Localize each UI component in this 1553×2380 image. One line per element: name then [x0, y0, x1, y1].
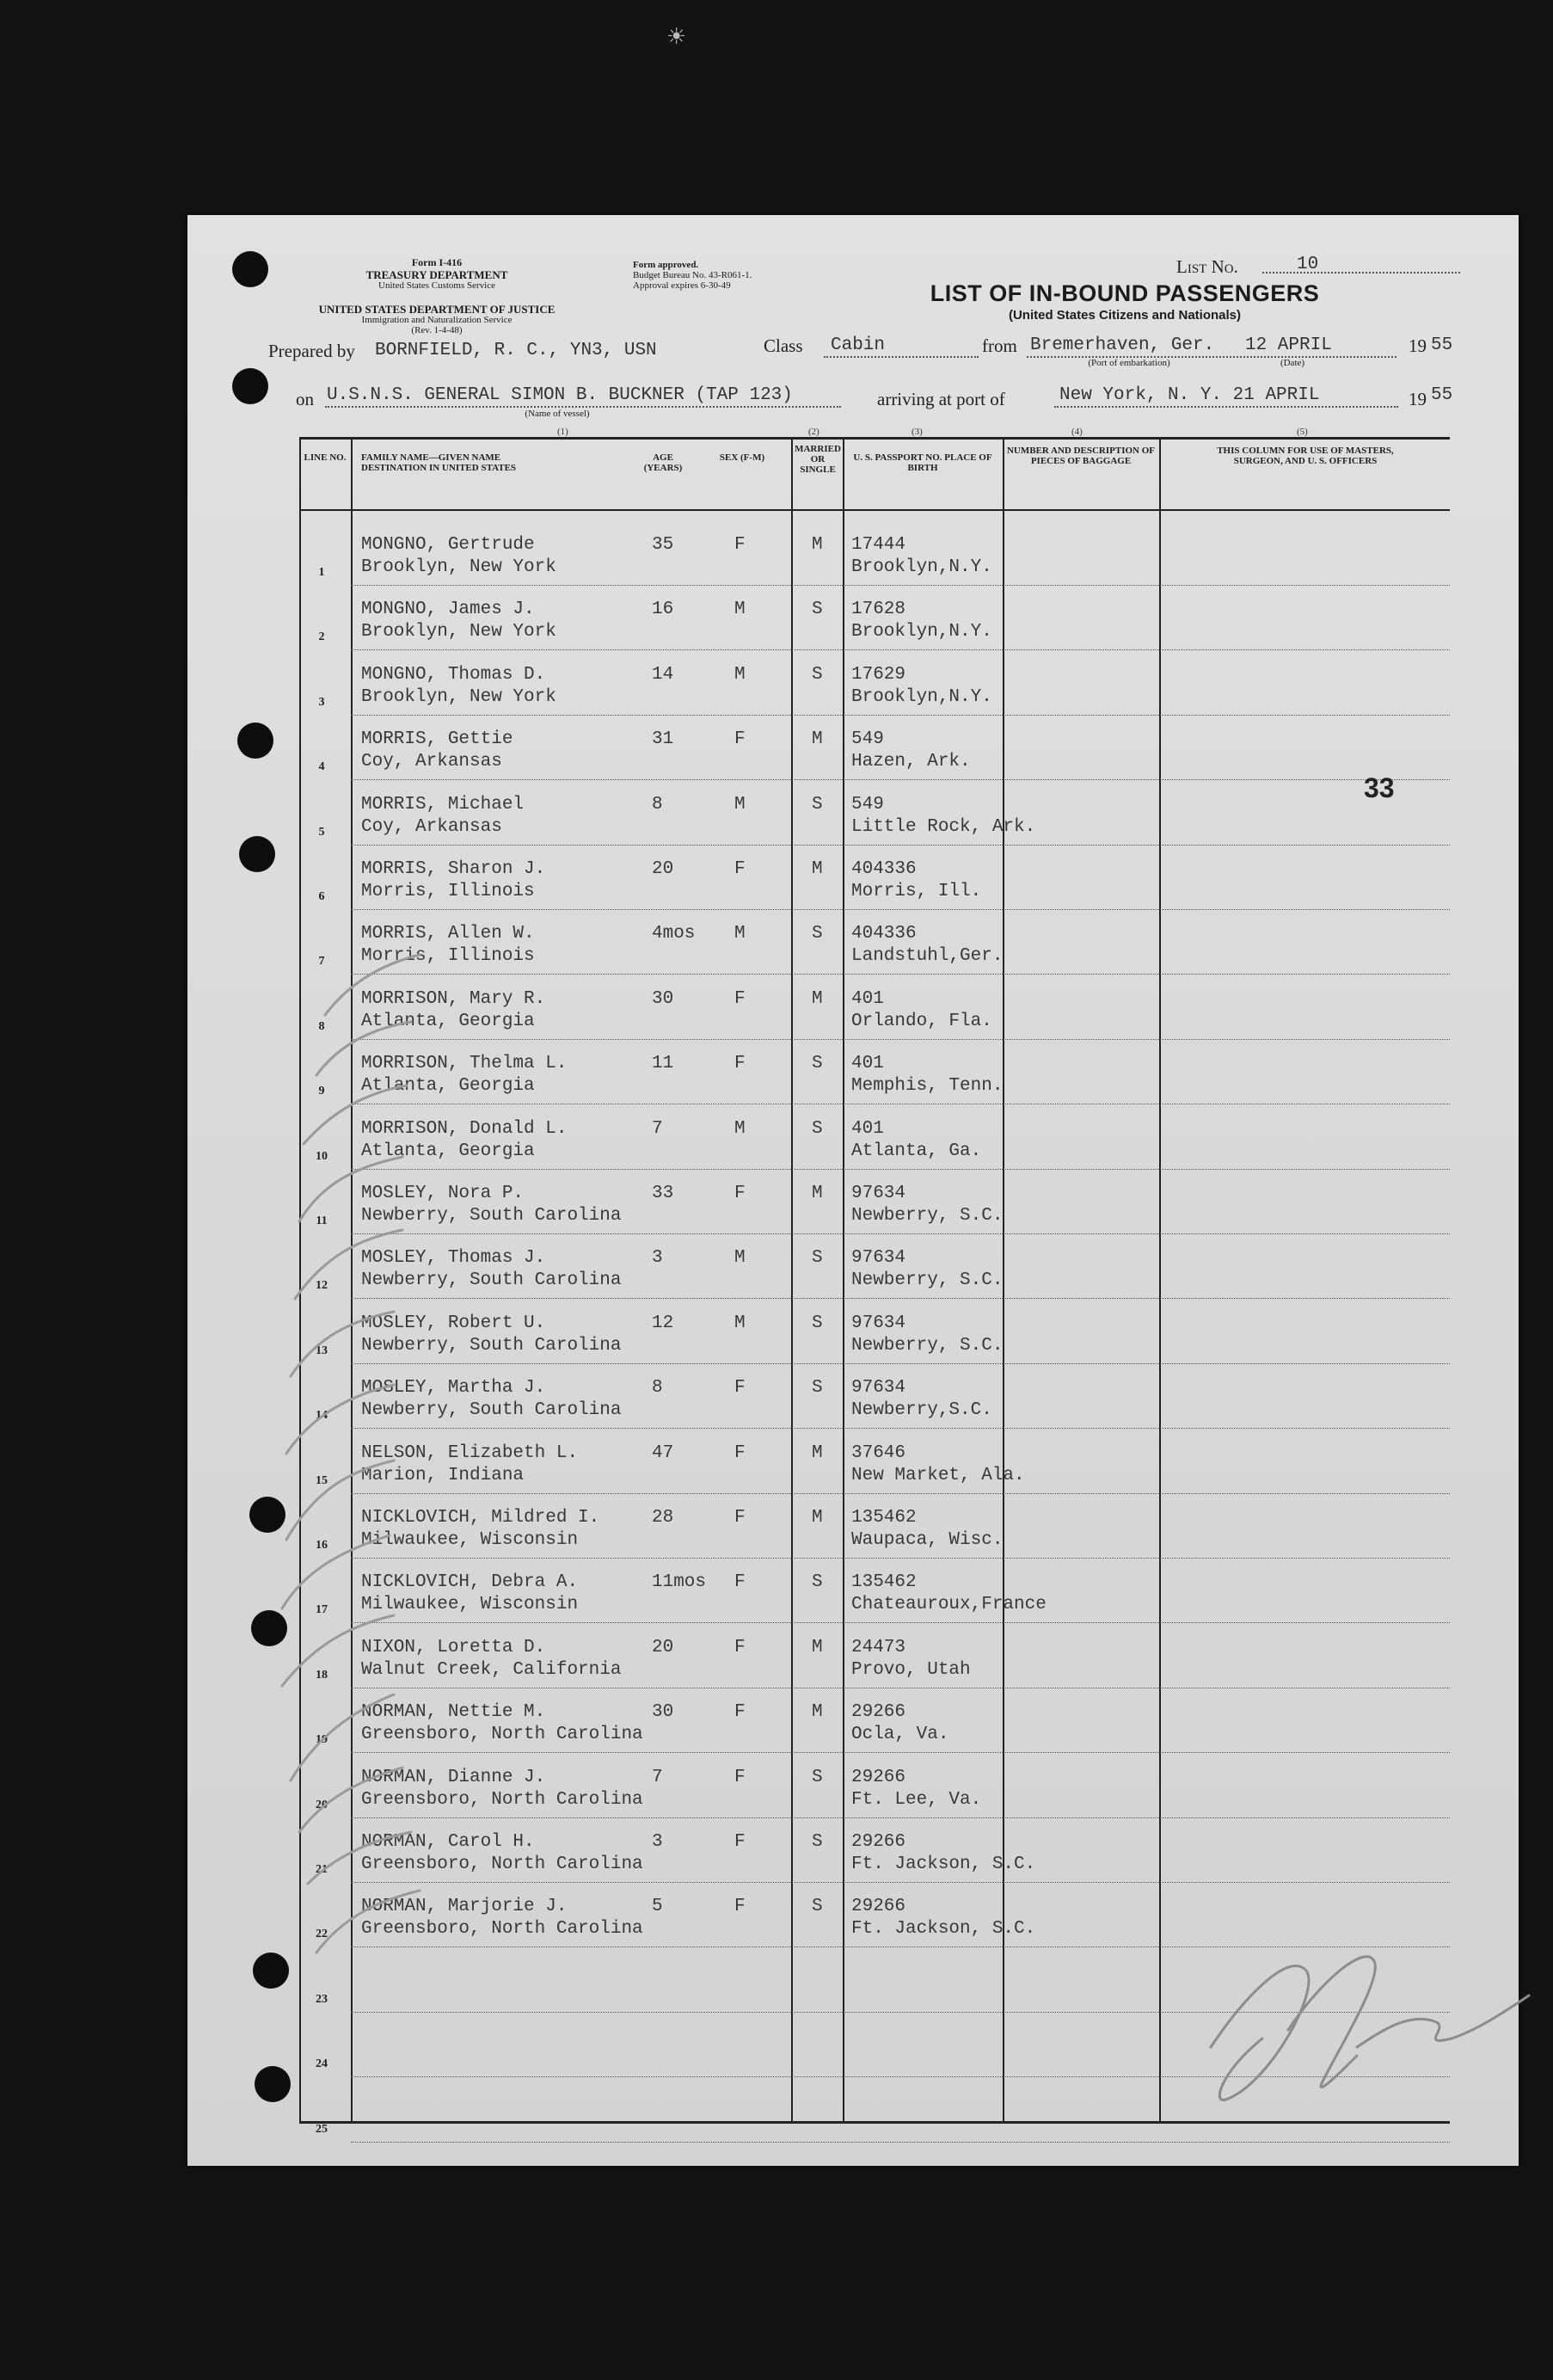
row-rule [351, 1039, 1450, 1040]
sex: F [734, 1832, 746, 1852]
place-of-birth: Chateauroux,France [851, 1595, 1047, 1615]
passport-no: 17444 [851, 535, 906, 555]
destination: Greensboro, North Carolina [361, 1854, 643, 1874]
passport-no: 404336 [851, 859, 917, 879]
destination: Greensboro, North Carolina [361, 1919, 643, 1940]
form-approved: Form approved. [633, 260, 699, 270]
line-number: 19 [316, 1733, 328, 1747]
age: 3 [652, 1832, 663, 1852]
sex: M [734, 1313, 746, 1333]
destination: Newberry, South Carolina [361, 1335, 622, 1356]
row-rule [351, 909, 1450, 910]
marital-status: M [812, 859, 823, 879]
age: 3 [652, 1248, 663, 1269]
table-row [299, 1626, 1450, 1691]
marital-status: S [812, 1054, 823, 1074]
punch-hole [232, 368, 268, 404]
class-value: Cabin [831, 335, 886, 355]
row-rule [351, 1622, 1450, 1623]
place-of-birth: Memphis, Tenn. [851, 1076, 1004, 1097]
table-row [299, 1756, 1450, 1821]
list-title: LIST OF IN-BOUND PASSENGERS [930, 280, 1320, 306]
on-label: on [296, 389, 314, 409]
place-of-birth: Little Rock, Ark. [851, 816, 1036, 837]
destination: Coy, Arkansas [361, 816, 502, 837]
marital-status: S [812, 1572, 823, 1593]
col-head-age: AGE (YEARS) [643, 452, 683, 473]
row-rule [351, 1493, 1450, 1494]
date-value: 12 APRIL [1245, 335, 1332, 355]
age: 30 [652, 988, 674, 1009]
row-rule [351, 715, 1450, 716]
vessel-caption: (Name of vessel) [525, 409, 590, 419]
age: 31 [652, 729, 674, 750]
destination: Milwaukee, Wisconsin [361, 1530, 579, 1550]
line-number: 25 [316, 2122, 328, 2136]
port-value: Bremerhaven, Ger. [1030, 335, 1215, 355]
class-underline [824, 356, 979, 358]
table-top-rule [299, 437, 1450, 440]
marital-status: S [812, 1378, 823, 1399]
col-num-3: (3) [912, 427, 923, 437]
budget-bureau: Budget Bureau No. 43-R061-1. [633, 270, 752, 280]
marital-status: S [812, 1832, 823, 1852]
marital-status: M [812, 988, 823, 1009]
prepared-by-value: BORNFIELD, R. C., YN3, USN [375, 341, 657, 360]
age: 14 [652, 664, 674, 685]
place-of-birth: New Market, Ala. [851, 1465, 1025, 1485]
passenger-manifest-sheet [187, 215, 1519, 2166]
marital-status: S [812, 1897, 823, 1917]
age: 11mos [652, 1572, 707, 1593]
table-row [299, 717, 1450, 783]
destination: Newberry, South Carolina [361, 1400, 622, 1421]
passenger-name: MONGNO, Gertrude [361, 535, 535, 555]
age: 8 [652, 794, 663, 815]
sex: M [734, 1118, 746, 1139]
revision: (Rev. 1-4-48) [411, 325, 463, 335]
table-row [299, 1366, 1450, 1431]
passenger-name: MOSLEY, Thomas J. [361, 1248, 546, 1269]
age: 28 [652, 1508, 674, 1528]
sex: F [734, 1767, 746, 1787]
list-subtitle: (United States Citizens and Nationals) [1008, 308, 1242, 323]
passenger-name: NORMAN, Carol H. [361, 1832, 535, 1852]
row-rule [351, 1752, 1450, 1753]
destination: Atlanta, Georgia [361, 1141, 535, 1161]
table-row [299, 653, 1450, 718]
line-number: 15 [316, 1473, 328, 1487]
passport-no: 401 [851, 1118, 884, 1139]
age: 20 [652, 1637, 674, 1657]
line-number: 22 [316, 1928, 328, 1941]
line-number: 8 [318, 1019, 325, 1033]
date-caption: (Date) [1280, 358, 1305, 368]
line-number: 9 [318, 1085, 325, 1098]
place-of-birth: Newberry,S.C. [851, 1400, 992, 1421]
class-label: Class [764, 335, 803, 356]
row-rule [351, 845, 1450, 846]
from-label: from [982, 335, 1017, 356]
passport-no: 401 [851, 988, 884, 1009]
row-rule [351, 1169, 1450, 1170]
table-row [299, 1560, 1450, 1626]
marital-status: M [812, 535, 823, 555]
line-number: 13 [316, 1344, 328, 1357]
list-no-underline [1262, 272, 1460, 274]
place-of-birth: Orlando, Fla. [851, 1011, 992, 1031]
place-of-birth: Hazen, Ark. [851, 752, 971, 772]
row-rule [351, 2142, 1450, 2143]
col-head-name: FAMILY NAME—GIVEN NAME DESTINATION IN UNITED STATES [361, 452, 517, 473]
row-rule [351, 1817, 1450, 1818]
arrival-year-prefix: 19 [1409, 389, 1427, 409]
arriving-label: arriving at port of [877, 389, 1005, 409]
sex: M [734, 664, 746, 685]
passport-no: 97634 [851, 1184, 906, 1203]
place-of-birth: Ft. Jackson, S.C. [851, 1854, 1036, 1874]
passport-no: 29266 [851, 1832, 906, 1852]
stamp-number: 33 [1364, 772, 1395, 803]
passenger-name: MONGNO, Thomas D. [361, 664, 546, 685]
col-head-baggage: NUMBER AND DESCRIPTION OF PIECES OF BAGGAGE [1006, 446, 1156, 466]
age: 33 [652, 1184, 674, 1203]
list-no-label: List No. [1176, 256, 1238, 277]
line-number: 21 [316, 1863, 328, 1876]
col-num-1: (1) [557, 427, 568, 437]
sex: F [734, 535, 746, 555]
marital-status: S [812, 1118, 823, 1139]
marital-status: M [812, 1702, 823, 1723]
punch-hole [255, 2066, 291, 2102]
passport-no: 17629 [851, 664, 906, 685]
passport-no: 401 [851, 1054, 884, 1074]
age: 7 [652, 1118, 663, 1139]
line-number: 11 [316, 1215, 328, 1227]
sex: M [734, 794, 746, 815]
passenger-name: MONGNO, James J. [361, 600, 535, 620]
passenger-name: NIXON, Loretta D. [361, 1637, 546, 1657]
place-of-birth: Waupaca, Wisc. [851, 1530, 1004, 1550]
destination: Morris, Illinois [361, 882, 535, 901]
punch-hole [232, 251, 268, 287]
passenger-name: MOSLEY, Nora P. [361, 1184, 525, 1203]
sex: F [734, 1378, 746, 1399]
marital-status: M [812, 729, 823, 750]
line-number: 1 [318, 566, 325, 579]
line-number: 17 [316, 1603, 328, 1617]
passport-no: 135462 [851, 1572, 917, 1593]
row-rule [351, 1298, 1450, 1299]
place-of-birth: Brooklyn,N.Y. [851, 622, 992, 643]
line-number: 24 [316, 2057, 328, 2071]
table-row [299, 783, 1450, 848]
passport-no: 135462 [851, 1508, 917, 1528]
marital-status: S [812, 1248, 823, 1269]
line-number: 23 [316, 1992, 328, 2006]
line-number: 14 [316, 1409, 328, 1423]
passport-no: 37646 [851, 1442, 906, 1463]
place-of-birth: Ft. Jackson, S.C. [851, 1919, 1036, 1940]
marital-status: M [812, 1637, 823, 1657]
passenger-name: NORMAN, Dianne J. [361, 1767, 546, 1787]
table-row [299, 912, 1450, 977]
sex: F [734, 1897, 746, 1917]
sex: F [734, 1508, 746, 1528]
passenger-name: MORRIS, Gettie [361, 729, 513, 750]
place-of-birth: Brooklyn,N.Y. [851, 686, 992, 707]
passenger-name: MORRIS, Sharon J. [361, 859, 546, 879]
age: 30 [652, 1702, 674, 1723]
sex: F [734, 988, 746, 1009]
destination: Marion, Indiana [361, 1465, 525, 1485]
customs-service: United States Customs Service [378, 280, 495, 291]
line-number: 10 [316, 1149, 328, 1163]
place-of-birth: Ft. Lee, Va. [851, 1789, 982, 1810]
destination: Atlanta, Georgia [361, 1011, 535, 1031]
destination: Atlanta, Georgia [361, 1076, 535, 1097]
place-of-birth: Newberry, S.C. [851, 1270, 1004, 1291]
table-row [299, 1236, 1450, 1301]
arrival-value: New York, N. Y. 21 APRIL [1059, 385, 1320, 405]
table-row [299, 1042, 1450, 1107]
table-row [299, 1301, 1450, 1367]
passport-no: 549 [851, 794, 884, 815]
passenger-name: MOSLEY, Robert U. [361, 1313, 546, 1333]
line-number: 12 [316, 1279, 328, 1293]
passenger-name: NELSON, Elizabeth L. [361, 1442, 579, 1463]
destination: Newberry, South Carolina [361, 1206, 622, 1226]
passport-no: 97634 [851, 1378, 906, 1399]
line-number: 16 [316, 1539, 328, 1552]
destination: Morris, Illinois [361, 946, 535, 967]
passport-no: 404336 [851, 924, 917, 944]
place-of-birth: Newberry, S.C. [851, 1206, 1004, 1226]
year-prefix: 19 [1409, 335, 1427, 356]
table-row [299, 977, 1450, 1042]
arrival-underline [1054, 406, 1398, 408]
age: 7 [652, 1767, 663, 1787]
line-number: 5 [318, 825, 325, 839]
passport-no: 17628 [851, 600, 906, 620]
marital-status: M [812, 1184, 823, 1203]
sex: F [734, 1637, 746, 1657]
arrival-year-value: 55 [1431, 385, 1453, 405]
destination: Newberry, South Carolina [361, 1270, 622, 1291]
row-rule [351, 1882, 1450, 1883]
immigration-service: Immigration and Naturalization Service [361, 315, 513, 325]
table-row [299, 1820, 1450, 1885]
age: 8 [652, 1378, 663, 1399]
age: 16 [652, 600, 674, 620]
marital-status: S [812, 1767, 823, 1787]
sex: M [734, 600, 746, 620]
line-number: 7 [318, 955, 325, 969]
marital-status: S [812, 924, 823, 944]
place-of-birth: Newberry, S.C. [851, 1335, 1004, 1356]
top-page-mark: ☀ [666, 24, 687, 50]
passenger-name: MORRIS, Allen W. [361, 924, 535, 944]
passport-no: 549 [851, 729, 884, 750]
vessel-underline [325, 406, 841, 408]
marital-status: S [812, 664, 823, 685]
destination: Coy, Arkansas [361, 752, 502, 772]
justice-dept: UNITED STATES DEPARTMENT OF JUSTICE [318, 303, 556, 316]
col-num-2: (2) [808, 427, 819, 437]
port-caption: (Port of embarkation) [1088, 358, 1170, 368]
table-row [299, 1690, 1450, 1756]
destination: Brooklyn, New York [361, 557, 556, 577]
row-rule [351, 1428, 1450, 1429]
age: 4mos [652, 924, 696, 944]
marital-status: S [812, 1313, 823, 1333]
sex: M [734, 1248, 746, 1269]
destination: Greensboro, North Carolina [361, 1789, 643, 1810]
table-row [299, 587, 1450, 653]
line-number: 3 [318, 695, 325, 709]
row-rule [351, 585, 1450, 586]
vessel-value: U.S.N.S. GENERAL SIMON B. BUCKNER (TAP 123) [327, 385, 793, 405]
form-number: Form I-416 [411, 256, 463, 268]
table-row [299, 1431, 1450, 1497]
line-number: 2 [318, 630, 325, 644]
line-number: 20 [316, 1798, 328, 1811]
passenger-name: NORMAN, Nettie M. [361, 1702, 546, 1723]
marital-status: M [812, 1442, 823, 1463]
col-head-passport: U. S. PASSPORT NO. PLACE OF BIRTH [853, 452, 992, 473]
age: 47 [652, 1442, 674, 1463]
destination: Walnut Creek, California [361, 1659, 622, 1680]
sex: F [734, 1572, 746, 1593]
destination: Milwaukee, Wisconsin [361, 1595, 579, 1615]
sex: F [734, 859, 746, 879]
passenger-name: NICKLOVICH, Mildred I. [361, 1508, 600, 1528]
sex: F [734, 1184, 746, 1203]
passenger-name: NICKLOVICH, Debra A. [361, 1572, 579, 1593]
place-of-birth: Atlanta, Ga. [851, 1141, 982, 1161]
col-head-line: LINE NO. [304, 452, 347, 463]
col-head-officers: THIS COLUMN FOR USE OF MASTERS, SURGEON, AND U. S. OFFICERS [1217, 446, 1394, 466]
table-head-rule [299, 509, 1450, 511]
passenger-name: MORRISON, Mary R. [361, 988, 546, 1009]
passport-no: 97634 [851, 1313, 906, 1333]
officer-signature [1194, 1927, 1538, 2133]
table-row [299, 1496, 1450, 1561]
passenger-table [299, 427, 1450, 2136]
row-rule [351, 974, 1450, 975]
passport-no: 29266 [851, 1767, 906, 1787]
passport-no: 24473 [851, 1637, 906, 1657]
table-row [299, 1107, 1450, 1172]
passport-no: 29266 [851, 1702, 906, 1723]
line-number: 6 [318, 890, 325, 903]
col-head-sex: SEX (F-M) [719, 452, 765, 463]
line-number: 4 [318, 760, 325, 774]
place-of-birth: Provo, Utah [851, 1659, 971, 1680]
passenger-name: MORRISON, Thelma L. [361, 1054, 568, 1074]
place-of-birth: Brooklyn,N.Y. [851, 557, 992, 577]
passenger-name: MOSLEY, Martha J. [361, 1378, 546, 1399]
row-rule [351, 1558, 1450, 1559]
table-row [299, 1172, 1450, 1237]
place-of-birth: Landstuhl,Ger. [851, 946, 1004, 967]
place-of-birth: Ocla, Va. [851, 1725, 949, 1745]
list-no-value: 10 [1297, 255, 1319, 274]
passenger-name: NORMAN, Marjorie J. [361, 1897, 568, 1917]
sex: M [734, 924, 746, 944]
col-head-married: MARRIED OR SINGLE [795, 444, 841, 475]
passport-no: 97634 [851, 1248, 906, 1269]
sex: F [734, 729, 746, 750]
sex: F [734, 1442, 746, 1463]
age: 35 [652, 535, 674, 555]
row-rule [351, 779, 1450, 780]
passenger-name: MORRIS, Michael [361, 794, 525, 815]
col-num-5: (5) [1297, 427, 1308, 437]
row-rule [351, 1233, 1450, 1234]
year-value: 55 [1431, 335, 1453, 355]
passenger-name: MORRISON, Donald L. [361, 1118, 568, 1139]
table-row [299, 523, 1450, 588]
approval-expires: Approval expires 6-30-49 [633, 280, 731, 291]
age: 20 [652, 859, 674, 879]
row-rule [351, 1363, 1450, 1364]
age: 11 [652, 1054, 674, 1074]
marital-status: S [812, 600, 823, 620]
check-marks-overlay [222, 697, 437, 1987]
destination: Brooklyn, New York [361, 686, 556, 707]
treasury-dept: TREASURY DEPARTMENT [365, 268, 508, 281]
marital-status: S [812, 794, 823, 815]
table-row [299, 847, 1450, 913]
destination: Brooklyn, New York [361, 622, 556, 643]
destination: Greensboro, North Carolina [361, 1725, 643, 1745]
place-of-birth: Morris, Ill. [851, 882, 982, 901]
passport-no: 29266 [851, 1897, 906, 1917]
age: 5 [652, 1897, 663, 1917]
sex: F [734, 1702, 746, 1723]
prepared-by-label: Prepared by [268, 341, 355, 361]
marital-status: M [812, 1508, 823, 1528]
line-number: 18 [316, 1668, 328, 1682]
age: 12 [652, 1313, 674, 1333]
col-num-4: (4) [1071, 427, 1083, 437]
sex: F [734, 1054, 746, 1074]
row-rule [351, 649, 1450, 650]
